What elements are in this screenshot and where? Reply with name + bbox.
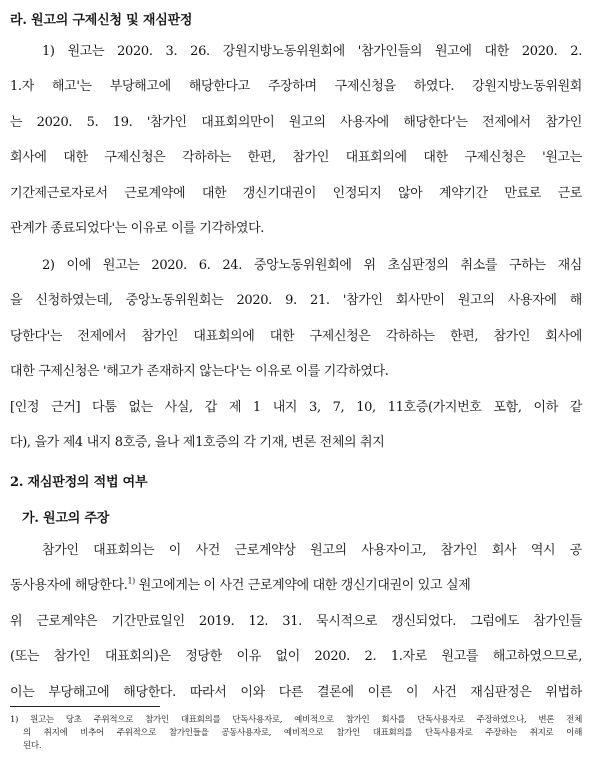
- body-text: 원고에게는 이 사건 근로계약에 대한 갱신기대권이 있고 실제: [134, 578, 471, 593]
- body-line: 회사에 대한 구제신청은 각하하는 한편, 참가인 대표회의에 대한 구제신청은 '원고는: [10, 150, 582, 165]
- body-line: 관계가 종료되었다'는 이유로 이를 기각하였다.: [10, 221, 265, 236]
- section-heading-ra: 라. 원고의 구제신청 및 재심판정: [10, 13, 193, 28]
- body-line: 기간제근로자로서 근로계약에 대한 갱신기대권이 인정되지 않아 계약기간 만료로 근로: [10, 186, 582, 201]
- body-line: 이는 부당해고에 해당한다. 따라서 이와 다른 결론에 이른 이 사건 재심판정은 위법하: [10, 685, 582, 700]
- body-line: 1.자 해고'는 부당해고에 해당한다고 주장하며 구제신청을 하였다. 강원지방노동위원회: [10, 79, 582, 94]
- body-line: (또는 참가인 대표회의)은 정당한 이유 없이 2020. 2. 1.자로 원고를 해고하였으므로,: [10, 649, 582, 664]
- footnote-line: 의 취지에 비추어 주위적으로 참가인들을 공동사용자로, 예비적으로 참가인 대표회의를 단독사용자로 주장하는 취지로 이해: [23, 728, 582, 738]
- footnote-line: 된다.: [23, 741, 42, 751]
- body-line: 2) 이에 원고는 2020. 6. 24. 중앙노동위원회에 위 초심판정의 취소를 구하는 재심: [42, 258, 582, 273]
- body-text: 동사용자에 해당한다.: [10, 578, 128, 593]
- subsection-heading-ga: 가. 원고의 주장: [22, 511, 110, 526]
- body-line: 참가인 대표회의는 이 사건 근로계약상 원고의 사용자이고, 참가인 회사 역시 공: [42, 543, 582, 558]
- body-line: 당한다'는 전제에서 참가인 대표회의에 대한 구제신청은 각하하는 한편, 참가인 회사에: [10, 329, 582, 344]
- body-line: 1) 원고는 2020. 3. 26. 강원지방노동위원회에 '참가인들의 원고에 대한 2020. 2.: [42, 44, 582, 59]
- evidence-line: [인정 근거] 다툼 없는 사실, 갑 제 1 내지 3, 7, 10, 11호증(가지번호 포함, 이하 같: [10, 400, 582, 415]
- body-line: 위 근로계약은 기간만료일인 2019. 12. 31. 묵시적으로 갱신되었다. 그럼에도 참가인들: [10, 614, 582, 629]
- section-heading-2: 2. 재심판정의 적법 여부: [10, 475, 148, 490]
- body-line: 는 2020. 5. 19. '참가인 대표회의만이 원고의 사용자에 해당한다'는 전제에서 참가인: [10, 115, 582, 130]
- body-line: 을 신청하였는데, 중앙노동위원회는 2020. 9. 21. '참가인 회사만이 원고의 사용자에 해: [10, 293, 582, 308]
- body-line: [10, 578, 582, 594]
- footnote-reference[interactable]: 1): [127, 576, 135, 586]
- body-line: 대한 구제신청은 '해고가 존재하지 않는다'는 이유로 이를 기각하였다.: [10, 364, 389, 379]
- footnote-line: 1) 원고는 당초 주위적으로 참가인 대표회의를 단독사용자로, 예비적으로 참가인 회사를 단독사용자로 주장하였으나, 변론 전체: [10, 715, 582, 725]
- evidence-line: 다), 을가 제4 내지 8호증, 을나 제1호증의 각 기재, 변론 전체의 취지: [10, 435, 385, 450]
- footnote-divider: [10, 706, 160, 707]
